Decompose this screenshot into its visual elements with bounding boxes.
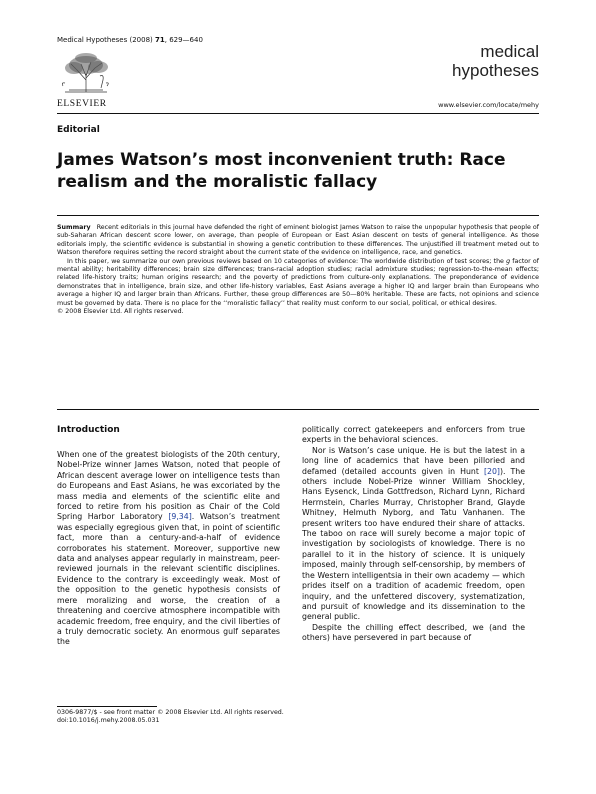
intro-text-1b: . Watson’s treatment was especially egregious given that, in point of scientific fact, more than a century-and-a-half of evidence corroborates his statement. Moreover, supportive new data and analyses appear regularly in mainstream, peer-reviewed journals in the relevant scientific disciplines. Evidence to the contrary is exceedingly weak. Most of the opposition to the genetic hypothesis consists of mere moralizing and worse, the creation of a threatening and coercive atmosphere incompatible with academic freedom, free enquiry, and the civil liberties of a truly democratic society. An enormous gulf separates the [57,512,280,647]
abstract-text-2b: factor of mental ability; heritability differences; brain size differences; trans-racial adoption studies; racial admixture studies; regression-to-the-mean effects; related life-history traits; human origins research; and the poverty of predictions from culture-only explanations. The preponderance of evidence demonstrates that in intelligence, brain size, and other life-history variables, East Asians average a higher IQ and larger brain than Europeans who average a higher IQ and larger brain than Africans. Further, these group differences are 50—80% heritable. These are facts, not opinions and science must be governed by data. There is no place for the ‘‘moralistic fallacy’’ that reality must conform to our social, political, or ethical desires. [57,257,539,307]
abstract-text-2a: In this paper, we summarize our own previous reviews based on 10 categories of evidence: The worldwide distribution of test scores; the [67,257,507,265]
intro-text-2b: ). The others include Nobel-Prize winner William Shockley, Hans Eysenck, Linda Gottfredson, Richard Lynn, Richard Herrnstein, Charles Murray, Christopher Brand, Glayde Whitney, Helmuth Nyborg, and Tatu Vanhanen. The present writers too have endured their share of attacks. The taboo on race will surely become a major topic of investigation by sociologists of knowledge. There is no parallel to it in the history of science. It is uniquely imposed, mainly through self-censorship, by members of the Western intelligentsia in their own academy — which prides itself on a tradition of academic freedom, open inquiry, and the unfettered discovery, systematization, and pursuit of knowledge and its dissemination to the general public. [302,466,526,622]
abstract-copyright: © 2008 Elsevier Ltd. All rights reserved. [57,308,184,316]
journal-url[interactable]: www.elsevier.com/locate/mehy [438,101,539,109]
journal-pages: , 629—640 [164,36,203,44]
footer-rule [57,706,157,707]
section-heading-introduction: Introduction [57,425,120,435]
publisher-name: ELSEVIER [57,99,107,109]
footer-doi[interactable]: doi:10.1016/j.mehy.2008.05.031 [57,717,160,725]
abstract-g-factor: g [506,257,511,265]
footer [57,709,284,726]
elsevier-logo [57,52,115,109]
abstract-paragraph-2 [57,258,539,308]
intro-paragraph-2 [302,446,525,623]
abstract-paragraph-1 [57,224,539,258]
article-title: James Watson’s most inconvenient truth: Race realism and the moralistic fallacy [57,150,506,192]
abstract-top-rule [57,215,539,216]
citation-link[interactable]: [20] [483,466,500,476]
journal-citation-prefix: Medical Hypotheses (2008) [57,36,155,44]
journal-name-line1: medical [480,42,539,61]
intro-text-2a: Nor is Watson’s case unique. He is but the latest in a long line of academics that have been pilloried and defamed (detailed accounts given in Hunt [302,445,525,476]
abstract-bottom-rule [57,409,539,410]
abstract-label: Summary [57,224,91,231]
journal-volume: 71 [155,36,165,44]
abstract-text-1: Recent editorials in this journal have defended the right of eminent biologist James Watson to raise the unpopular hypothesis that people of sub-Saharan African descent score lower, on average, than people of European or East Asian descent on tests of general intelligence. As those editorials imply, the scientific evidence is substantial in showing a genetic contribution to these differences. The unjustified ill treatment meted out to Watson therefore requires setting the record straight about the current state of the evidence on intelligence, race, and genetics. [57,224,539,257]
header-rule [57,113,539,114]
elsevier-tree-icon [57,52,115,94]
citation-link[interactable]: [9,34] [168,512,192,522]
footer-issn: 0306-9877/$ - see front matter © 2008 Elsevier Ltd. All rights reserved. [57,709,284,716]
journal-name [452,42,539,80]
intro-text-1a: When one of the greatest biologists of the 20th century, Nobel-Prize winner James Watson, noted that people of African descent average lower on intelligence tests than do Europeans and East Asians, he was excoriated by the mass media and elements of the scientific elite and forced to retire from his position as Chair of the Cold Spring Harbor Laboratory [57,450,280,522]
journal-name-line2: hypotheses [452,61,539,80]
intro-paragraph-3: Despite the chilling effect described, we (and the others) have persevered in part because of [302,622,525,643]
column-left [57,450,280,648]
section-label: Editorial [57,125,100,135]
abstract [57,224,539,316]
journal-citation [57,36,203,44]
column-right [302,425,525,644]
intro-paragraph-1-continued: politically correct gatekeepers and enforcers from true experts in the behavioral sciences. [302,425,525,445]
intro-paragraph-1 [57,450,280,648]
